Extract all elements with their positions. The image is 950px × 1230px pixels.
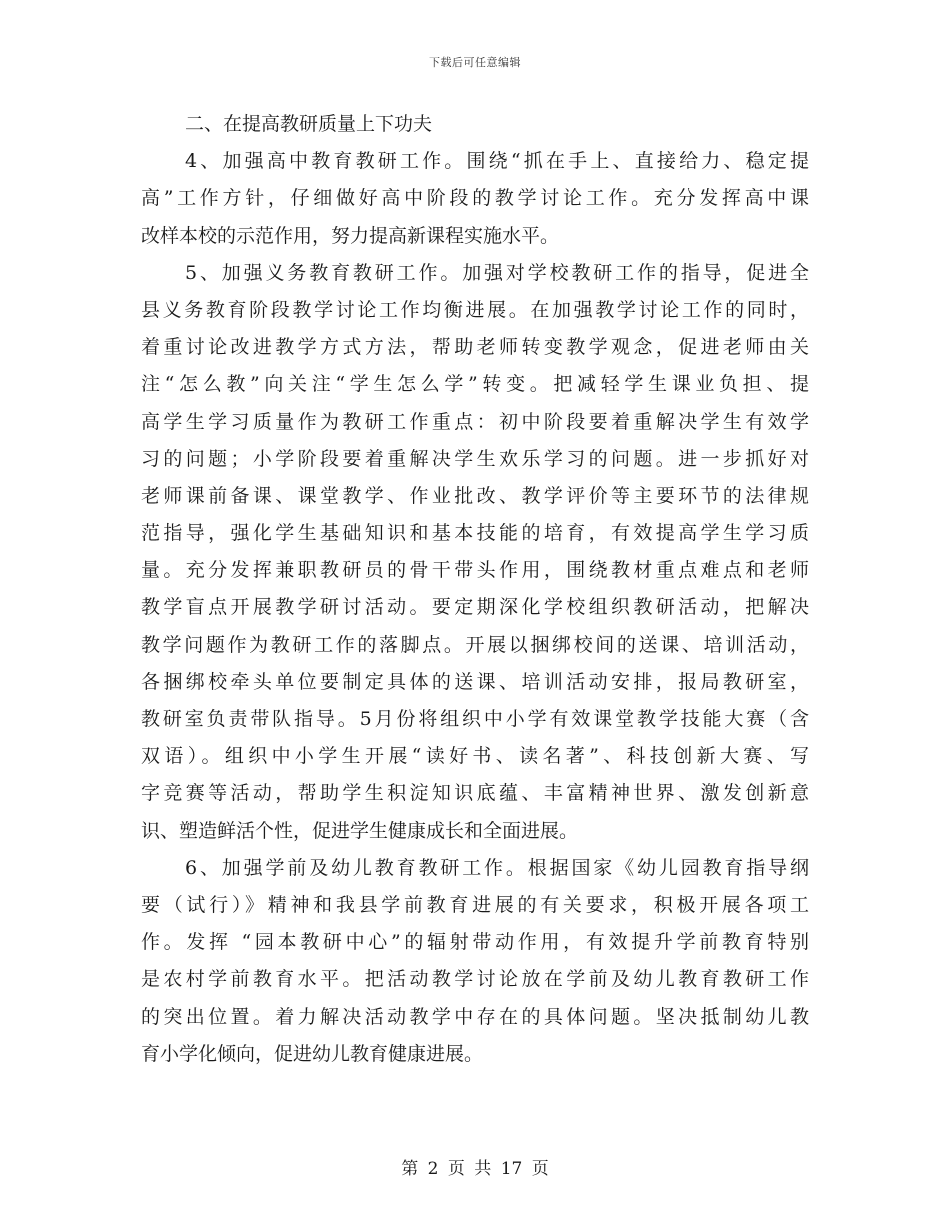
paragraph-line: 要（试行）》精神和我县学前教育进展的有关要求，积极开展各项工 (141, 893, 809, 916)
paragraph-line: 识、塑造鲜活个性，促进学生健康成长和全面进展。 (141, 819, 579, 842)
paragraph-line: 的突出位置。着力解决活动教学中存在的具体问题。坚决抵制幼儿教 (141, 1005, 809, 1028)
paragraph-line: 高学生学习质量作为教研工作重点：初中阶段要着重解决学生有效学 (141, 410, 809, 433)
page-header: 下载后可任意编辑 (429, 56, 521, 69)
paragraph-5 (141, 255, 809, 850)
paragraph-line: 作。发挥 “园本教研中心”的辐射带动作用，有效提升学前教育特别 (141, 931, 809, 954)
page-number-footer: 第 2 页 共 17 页 (401, 1159, 549, 1179)
paragraph-line: 育小学化倾向，促进幼儿教育健康进展。 (141, 1042, 484, 1065)
paragraph-line: 老师课前备课、课堂教学、作业批改、教学评价等主要环节的法律规 (141, 484, 809, 507)
paragraph-line: 各捆绑校牵头单位要制定具体的送课、培训活动安排，报局教研室， (141, 670, 809, 693)
paragraph-line: 习的问题；小学阶段要着重解决学生欢乐学习的问题。进一步抓好对 (141, 447, 809, 470)
paragraph-line: 高”工作方针，仔细做好高中阶段的教学讨论工作。充分发挥高中课 (141, 187, 809, 210)
paragraph-line: 县义务教育阶段教学讨论工作均衡进展。在加强教学讨论工作的同时， (141, 298, 809, 321)
paragraph-line: 范指导，强化学生基础知识和基本技能的培育，有效提高学生学习质 (141, 522, 809, 545)
paragraph-4 (141, 143, 809, 255)
paragraph-line: 教研室负责带队指导。5月份将组织中小学有效课堂教学技能大赛（含 (141, 708, 809, 730)
paragraph-line: 注“怎么教”向关注“学生怎么学”转变。把减轻学生课业负担、提 (141, 373, 809, 396)
paragraph-line: 4、加强高中教育教研工作。围绕“抓在手上、直接给力、稳定提 (185, 150, 809, 173)
paragraph-line: 5、加强义务教育教研工作。加强对学校教研工作的指导，促进全 (185, 261, 809, 284)
paragraph-line: 改样本校的示范作用，努力提高新课程实施水平。 (141, 224, 560, 247)
paragraph-line: 字竞赛等活动，帮助学生积淀知识底蕴、丰富精神世界、激发创新意 (141, 782, 809, 805)
paragraph-line: 6、加强学前及幼儿教育教研工作。根据国家《幼儿园教育指导纲 (185, 856, 809, 879)
paragraph-line: 教学盲点开展教学研讨活动。要定期深化学校组织教研活动，把解决 (141, 596, 809, 619)
paragraph-6 (141, 850, 809, 1073)
paragraph-line: 是农村学前教育水平。把活动教学讨论放在学前及幼儿教育教研工作 (141, 968, 809, 991)
paragraph-line: 着重讨论改进教学方式方法，帮助老师转变教学观念，促进老师由关 (141, 336, 809, 359)
document-body (141, 106, 809, 1073)
paragraph-line: 量。充分发挥兼职教研员的骨干带头作用，围绕教材重点难点和老师 (141, 559, 809, 582)
paragraph-line: 教学问题作为教研工作的落脚点。开展以捆绑校间的送课、培训活动， (141, 633, 809, 656)
section-heading: 二、在提高教研质量上下功夫 (185, 113, 433, 135)
paragraph-line: 双语）。组织中小学生开展“读好书、读名著”、科技创新大赛、写 (141, 745, 809, 768)
